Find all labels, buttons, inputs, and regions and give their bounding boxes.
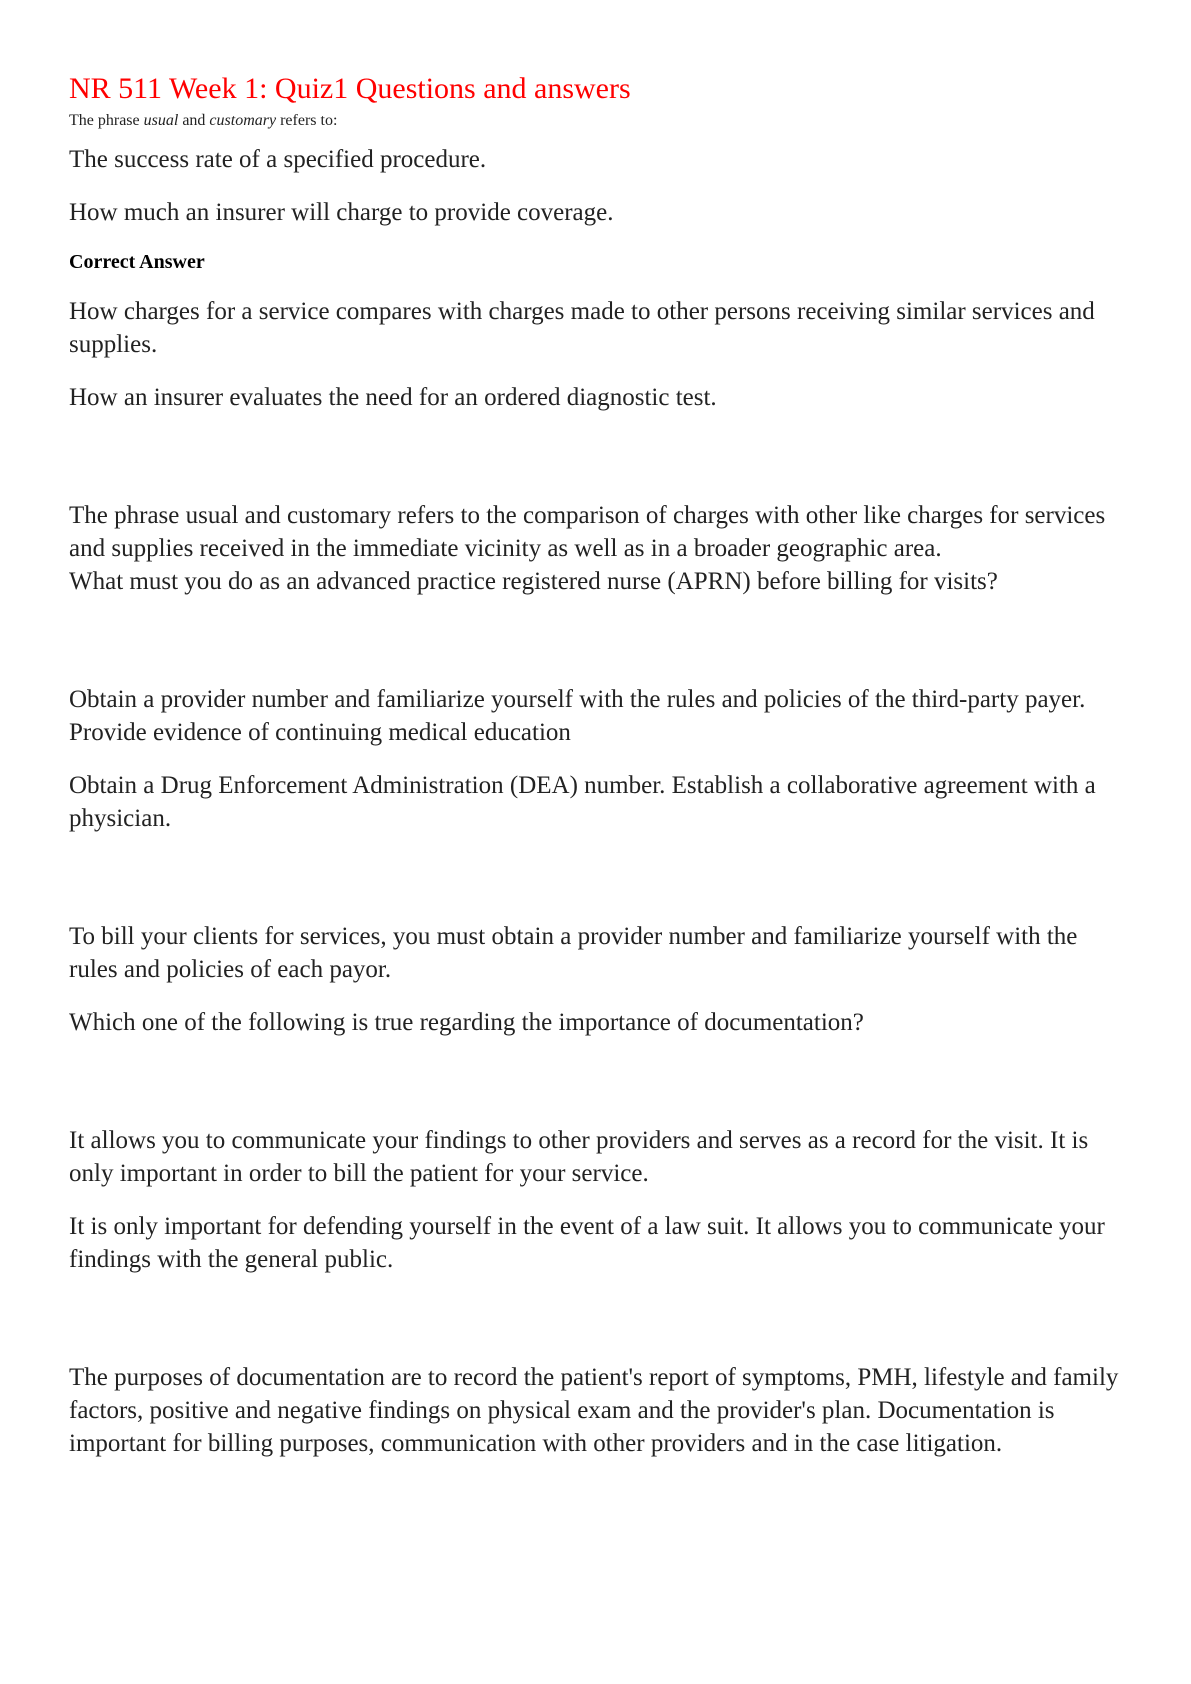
q2-question: What must you do as an advanced practice registered nurse (APRN) before billing for visits? — [69, 568, 998, 595]
spacer — [69, 855, 1129, 920]
q1-intro-em-customary: customary — [209, 112, 277, 129]
q2-explanation: To bill your clients for services, you must obtain a provider number and familiarize yourself with the rules and policies of each payor. — [69, 923, 1078, 983]
q1-correct-answer-label: Correct Answer — [69, 251, 205, 273]
q3-option-a: It allows you to communicate your findings to other providers and serves as a record for the visit. It is only important in order to bill the patient for your service. — [69, 1127, 1089, 1187]
q3-explanation: The purposes of documentation are to record the patient's report of symptoms, PMH, lifestyle and family factors, positive and negative findings on physical exam and the provider's plan. Documentation is important for billing purposes, communication with other providers and in the case litigation. — [69, 1364, 1119, 1457]
q1-option-c: How charges for a service compares with charges made to other persons receiving similar services and supplies. — [69, 298, 1095, 358]
document-title: NR 511 Week 1: Quiz1 Questions and answers — [69, 72, 631, 105]
q1-option-a: The success rate of a specified procedure. — [69, 146, 487, 173]
q3-option-b: It is only important for defending yourself in the event of a law suit. It allows you to communicate your findings with the general public. — [69, 1213, 1105, 1273]
q3-question: Which one of the following is true regarding the importance of documentation? — [69, 1009, 864, 1036]
q1-option-d: How an insurer evaluates the need for an ordered diagnostic test. — [69, 384, 717, 411]
q1-intro-prefix: The phrase — [69, 112, 144, 129]
spacer — [69, 1059, 1129, 1124]
q1-question — [69, 111, 1129, 131]
q2-option-b: Obtain a Drug Enforcement Administration (DEA) number. Establish a collaborative agreement with a physician. — [69, 772, 1096, 832]
q2-option-a: Obtain a provider number and familiarize yourself with the rules and policies of the third-party payer. Provide evidence of continuing medical education — [69, 686, 1086, 746]
q1-intro-mid: and — [178, 112, 210, 129]
document-content — [69, 68, 1129, 1480]
q1-explanation: The phrase usual and customary refers to the comparison of charges with other like charges for services and supplies received in the immediate vicinity as well as in a broader geographic area. — [69, 502, 1106, 562]
spacer — [69, 618, 1129, 683]
spacer — [69, 434, 1129, 499]
q1-intro-suffix: refers to: — [276, 112, 338, 129]
q1-option-b: How much an insurer will charge to provide coverage. — [69, 199, 614, 226]
q1-intro-em-usual: usual — [143, 112, 179, 129]
spacer — [69, 1296, 1129, 1361]
